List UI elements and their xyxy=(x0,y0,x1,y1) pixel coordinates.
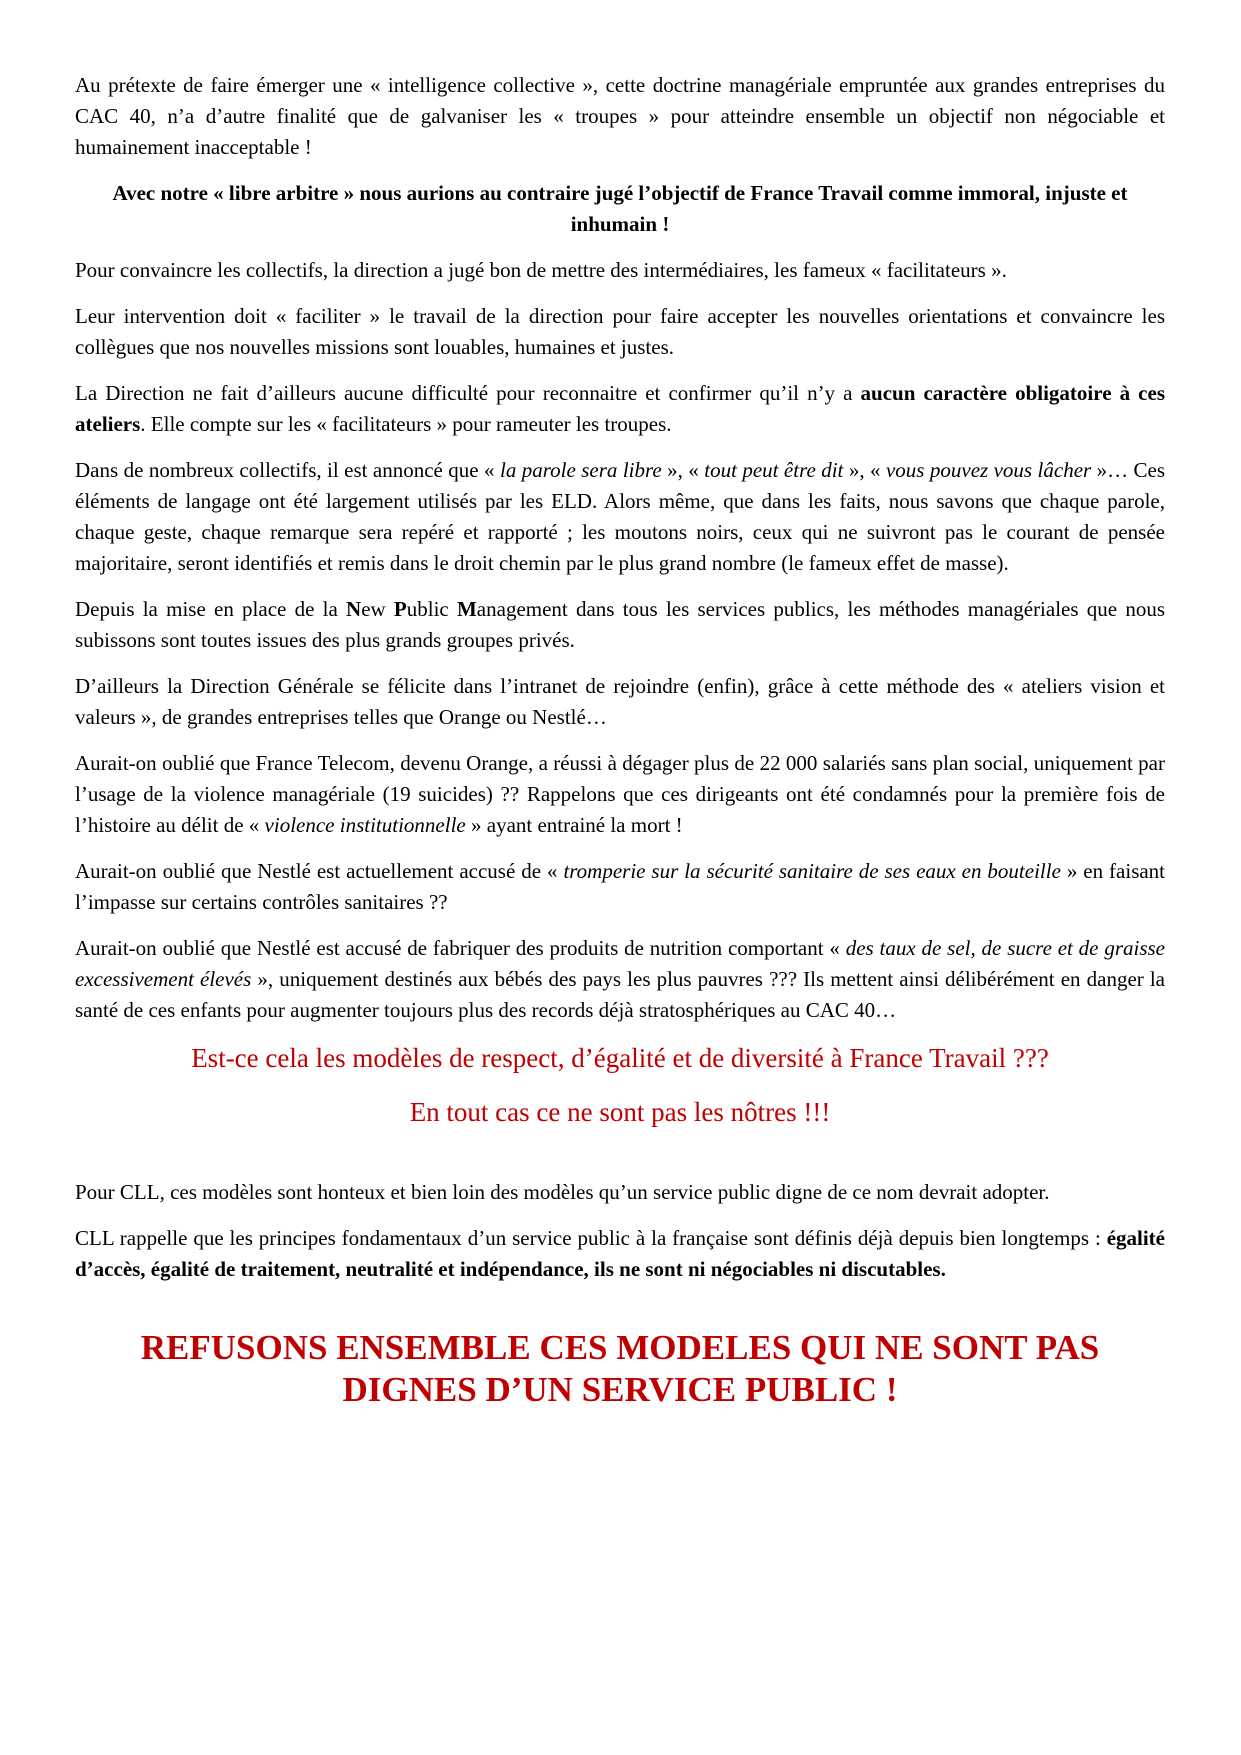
text-segment: . Elle compte sur les « facilitateurs » pour rameuter les troupes. xyxy=(140,412,672,436)
paragraph-parole-libre xyxy=(75,455,1165,579)
bold-segment: aucun caractère obligatoire à ces ateliers xyxy=(75,381,1165,436)
text-segment: », « xyxy=(843,458,886,482)
final-line-1: REFUSONS ENSEMBLE CES MODELES QUI NE SONT PAS xyxy=(140,1328,1100,1367)
paragraph-direction-generale: D’ailleurs la Direction Générale se félicite dans l’intranet de rejoindre (enfin), grâce à cette méthode des « ateliers vision et valeurs », de grandes entreprises telles que Orange ou Nestlé… xyxy=(75,674,1165,729)
text-segment: Aurait-on oublié que Nestlé est actuellement accusé de « xyxy=(75,859,564,883)
text-segment: Depuis la mise en place de la xyxy=(75,597,347,621)
bold-initial: P xyxy=(393,597,407,621)
text-segment: », « xyxy=(661,458,705,482)
paragraph-facilitateurs: Pour convaincre les collectifs, la direction a jugé bon de mettre des intermédiaires, les fameux « facilitateurs ». xyxy=(75,258,1007,282)
italic-quote: la parole sera libre xyxy=(499,458,662,482)
paragraph-nestle-nutrition xyxy=(75,933,1165,1026)
red-question: Est-ce cela les modèles de respect, d’égalité et de diversité à France Travail ??? xyxy=(191,1043,1049,1073)
text-segment: », uniquement destinés aux bébés des pays les plus pauvres ??? Ils mettent ainsi délibérément en danger la santé de ces enfants pour augmenter toujours plus des records déjà stratosphériques au CAC 40… xyxy=(75,967,1165,1022)
italic-quote: vous pouvez vous lâcher xyxy=(885,458,1092,482)
paragraph-new-public-management xyxy=(75,594,1165,656)
italic-quote: tout peut être dit xyxy=(704,458,844,482)
text-segment: dans tous les services publics, les méthodes managériales que nous subissons sont toutes issues des plus grands groupes privés. xyxy=(75,597,1165,652)
document-page xyxy=(75,70,1165,1426)
text-segment: Dans de nombreux collectifs, il est annoncé que « xyxy=(75,458,500,482)
italic-quote: violence institutionnelle xyxy=(264,813,466,837)
text-segment: CLL rappelle que les principes fondamentaux d’un service public à la française sont définis déjà depuis bien longtemps : xyxy=(75,1226,1107,1250)
text-segment: anagement xyxy=(476,597,568,621)
text-segment: ublic xyxy=(406,597,457,621)
bold-initial: N xyxy=(346,597,362,621)
bold-statement-libre-arbitre: Avec notre « libre arbitre » nous aurions au contraire jugé l’objectif de France Travail comme immoral, injuste et inhumain ! xyxy=(112,181,1128,236)
paragraph-intelligence-collective: Au prétexte de faire émerger une « intelligence collective », cette doctrine managériale empruntée aux grandes entreprises du CAC 40, n’a d’autre finalité que de galvaniser les « troupes » pour atteindre ensemble un objectif non négociable et humainement inacceptable ! xyxy=(75,73,1165,159)
text-segment: Aurait-on oublié que Nestlé est accusé de fabriquer des produits de nutrition comportant « xyxy=(75,936,846,960)
paragraph-direction-ateliers xyxy=(75,378,1165,440)
paragraph-intervention: Leur intervention doit « faciliter » le travail de la direction pour faire accepter les nouvelles orientations et convaincre les collègues que nos nouvelles missions sont louables, humaines et justes. xyxy=(75,304,1165,359)
text-segment: La Direction ne fait d’ailleurs aucune difficulté pour reconnaitre et confirmer qu’il n’y a xyxy=(75,381,861,405)
paragraph-cll-modeles: Pour CLL, ces modèles sont honteux et bien loin des modèles qu’un service public digne de ce nom devrait adopter. xyxy=(75,1180,1050,1204)
bold-segment: égalité d’accès, égalité de traitement, neutralité et indépendance, ils ne sont ni négociables ni discutables. xyxy=(75,1226,1165,1281)
final-line-2: DIGNES D’UN SERVICE PUBLIC ! xyxy=(342,1370,898,1409)
italic-quote: tromperie sur la sécurité sanitaire de ses eaux en bouteille xyxy=(563,859,1061,883)
bold-initial: M xyxy=(456,597,477,621)
paragraph-cll-principes xyxy=(75,1223,1165,1285)
text-segment: »… Ces éléments de langage ont été largement utilisés par les ELD. Alors même, que dans les faits, nous savons que chaque parole, chaque geste, chaque remarque sera repéré et rapporté ; les moutons noirs, ceux qui ne suivront pas le courant de pensée majoritaire, seront identifiés et remis dans le droit chemin par le plus grand nombre (le fameux effet de masse). xyxy=(75,458,1166,575)
red-statement: En tout cas ce ne sont pas les nôtres !!! xyxy=(409,1097,831,1127)
final-call-to-action xyxy=(75,1327,1165,1411)
text-segment: » ayant entrainé la mort ! xyxy=(465,813,683,837)
text-segment: ew xyxy=(361,597,394,621)
paragraph-france-telecom xyxy=(75,748,1165,841)
italic-quote: des taux de sel, de sucre et de graisse excessivement élevés xyxy=(75,936,1165,991)
paragraph-nestle-eaux xyxy=(75,856,1165,918)
text-segment: Aurait-on oublié que France Telecom, devenu Orange, a réussi à dégager plus de 22 000 salariés sans plan social, uniquement par l’usage de la violence managériale (19 suicides) ?? Rappelons que ces dirigeants ont été condamnés pour la première fois de l’histoire au délit de « xyxy=(75,751,1165,837)
text-segment: » en faisant l’impasse sur certains contrôles sanitaires ?? xyxy=(75,859,1166,914)
